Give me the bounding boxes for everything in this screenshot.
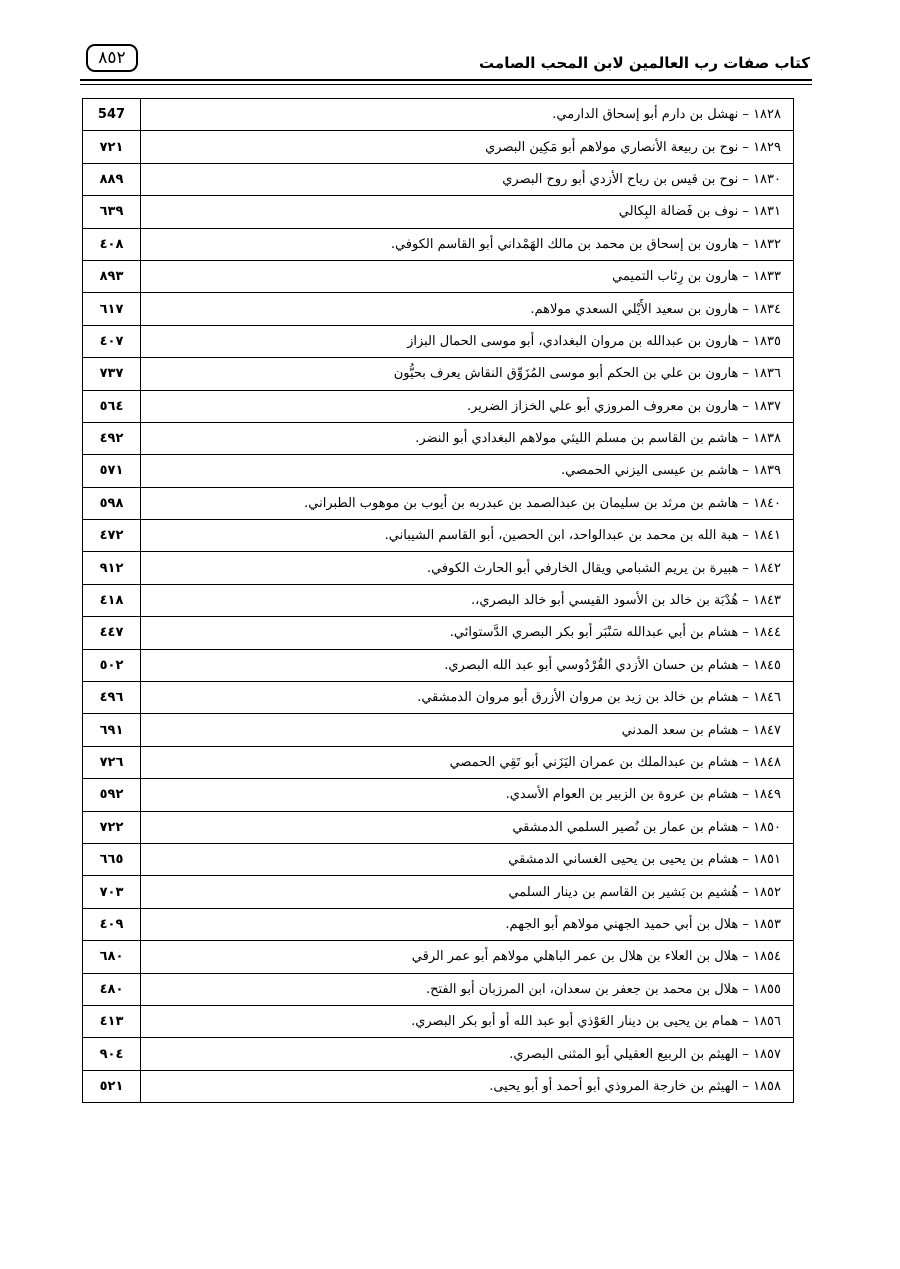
entry-page-number: ٥٧١ xyxy=(83,455,141,487)
table-row xyxy=(83,714,794,746)
entry-page-number: ٨٨٩ xyxy=(83,163,141,195)
table-row xyxy=(83,131,794,163)
entry-text: ١٨٣٦ – هارون بن علي بن الحكم أبو موسى المُزَوِّق النقاش يعرف بحيُّون xyxy=(141,358,794,390)
entry-text: ١٨٣٣ – هارون بن رِئاب التميمي xyxy=(141,260,794,292)
table-row xyxy=(83,746,794,778)
table-row xyxy=(83,422,794,454)
entry-page-number: ٤٩٢ xyxy=(83,422,141,454)
table-row xyxy=(83,876,794,908)
entry-text: ١٨٤٧ – هشام بن سعد المدني xyxy=(141,714,794,746)
table-row xyxy=(83,228,794,260)
index-table xyxy=(82,98,794,1103)
table-row xyxy=(83,584,794,616)
entry-page-number: ٧٢٦ xyxy=(83,746,141,778)
entry-page-number: ٧٠٣ xyxy=(83,876,141,908)
page-number: ٨٥٢ xyxy=(86,44,138,72)
table-row xyxy=(83,358,794,390)
table-row xyxy=(83,617,794,649)
table-row xyxy=(83,1038,794,1070)
table-row xyxy=(83,779,794,811)
index-table-body xyxy=(83,99,794,1103)
table-row xyxy=(83,293,794,325)
entry-page-number: ٧٣٧ xyxy=(83,358,141,390)
entry-page-number: ٥٩٨ xyxy=(83,487,141,519)
table-row xyxy=(83,973,794,1005)
entry-text: ١٨٤٤ – هشام بن أبي عبدالله سَنْبَر أبو بكر البصري الدَّستوائي. xyxy=(141,617,794,649)
entry-page-number: ٤٩٦ xyxy=(83,682,141,714)
entry-page-number: ٤٨٠ xyxy=(83,973,141,1005)
entry-text: ١٨٣٢ – هارون بن إسحاق بن محمد بن مالك الهَمْداني أبو القاسم الكوفي. xyxy=(141,228,794,260)
book-title: كتاب صفات رب العالمين لابن المحب الصامت xyxy=(479,54,810,72)
entry-page-number: ٥٩٢ xyxy=(83,779,141,811)
entry-text: ١٨٤٣ – هُدْبَة بن خالد بن الأسود القيسي أبو خالد البصري،. xyxy=(141,584,794,616)
entry-page-number: ٩١٢ xyxy=(83,552,141,584)
entry-text: ١٨٢٩ – نوح بن ربيعة الأنصاري مولاهم أبو مَكِين البصري xyxy=(141,131,794,163)
entry-text: ١٨٥٦ – همام بن يحيى بن دينار العَوْذي أبو عبد الله أو أبو بكر البصري. xyxy=(141,1005,794,1037)
entry-page-number: ٧٢١ xyxy=(83,131,141,163)
entry-text: ١٨٥٤ – هلال بن العلاء بن هلال بن عمر الباهلي مولاهم أبو عمر الرقي xyxy=(141,941,794,973)
entry-page-number: ٤٧٢ xyxy=(83,520,141,552)
table-row xyxy=(83,520,794,552)
entry-text: ١٨٣٧ – هارون بن معروف المروزي أبو علي الخزاز الضرير. xyxy=(141,390,794,422)
entry-page-number: ٤٠٧ xyxy=(83,325,141,357)
entry-page-number: ٤٠٩ xyxy=(83,908,141,940)
entry-text: ١٨٥٠ – هشام بن عمار بن نُصير السلمي الدمشقي xyxy=(141,811,794,843)
entry-text: ١٨٣١ – نوف بن فَضالة البِكالي xyxy=(141,196,794,228)
table-row xyxy=(83,552,794,584)
entry-text: ١٨٣٨ – هاشم بن القاسم بن مسلم الليثي مولاهم البغدادي أبو النضر. xyxy=(141,422,794,454)
table-row xyxy=(83,941,794,973)
header-rule xyxy=(80,79,812,81)
entry-page-number: ٦٨٠ xyxy=(83,941,141,973)
entry-page-number: ٤١٨ xyxy=(83,584,141,616)
entry-text: ١٨٥٥ – هلال بن محمد بن جعفر بن سعدان، ابن المرزبان أبو الفتح. xyxy=(141,973,794,1005)
table-row xyxy=(83,325,794,357)
page-header xyxy=(80,40,812,82)
entry-text: ١٨٥٧ – الهيثم بن الربيع العقيلي أبو المثنى البصري. xyxy=(141,1038,794,1070)
entry-text: ١٨٥٢ – هُشيم بن بَشير بن القاسم بن دينار السلمي xyxy=(141,876,794,908)
entry-text: ١٨٣٤ – هارون بن سعيد الأَيْلي السعدي مولاهم. xyxy=(141,293,794,325)
table-row xyxy=(83,487,794,519)
table-row xyxy=(83,163,794,195)
entry-text: ١٨٤٢ – هبيرة بن يريم الشبامي ويقال الخارفي أبو الحارث الكوفي. xyxy=(141,552,794,584)
table-row xyxy=(83,1005,794,1037)
entry-page-number: ٨٩٣ xyxy=(83,260,141,292)
entry-page-number: ٥٢١ xyxy=(83,1070,141,1102)
entry-page-number: ٤١٣ xyxy=(83,1005,141,1037)
entry-page-number: ٤٠٨ xyxy=(83,228,141,260)
entry-page-number: ٩٠٤ xyxy=(83,1038,141,1070)
entry-page-number: 547 xyxy=(83,99,141,131)
table-row xyxy=(83,455,794,487)
table-row xyxy=(83,682,794,714)
entry-page-number: ٥٠٢ xyxy=(83,649,141,681)
entry-text: ١٨٤٥ – هشام بن حسان الأزدي القُرْدُوسي أبو عبد الله البصري. xyxy=(141,649,794,681)
table-row xyxy=(83,260,794,292)
entry-text: ١٨٤٩ – هشام بن عروة بن الزبير بن العوام الأسدي. xyxy=(141,779,794,811)
entry-page-number: ٧٢٢ xyxy=(83,811,141,843)
entry-text: ١٨٣٩ – هاشم بن عيسى اليزني الحمصي. xyxy=(141,455,794,487)
entry-text: ١٨٣٥ – هارون بن عبدالله بن مروان البغدادي، أبو موسى الحمال البزاز xyxy=(141,325,794,357)
table-row xyxy=(83,390,794,422)
entry-text: ١٨٤٦ – هشام بن خالد بن زيد بن مروان الأزرق أبو مروان الدمشقي. xyxy=(141,682,794,714)
entry-text: ١٨٣٠ – نوح بن قيس بن رياح الأزدي أبو روح البصري xyxy=(141,163,794,195)
entry-page-number: ٦٦٥ xyxy=(83,843,141,875)
table-row xyxy=(83,99,794,131)
entry-text: ١٨٥٨ – الهيثم بن خارجة المروذي أبو أحمد أو أبو يحيى. xyxy=(141,1070,794,1102)
entry-page-number: ٦٣٩ xyxy=(83,196,141,228)
header-rule-thin xyxy=(80,84,812,85)
entry-text: ١٨٥١ – هشام بن يحيى بن يحيى الغساني الدمشقي xyxy=(141,843,794,875)
entry-page-number: ٤٤٧ xyxy=(83,617,141,649)
entry-page-number: ٦٩١ xyxy=(83,714,141,746)
entry-text: ١٨٢٨ – نهشل بن دارم أبو إسحاق الدارمي. xyxy=(141,99,794,131)
entry-text: ١٨٥٣ – هلال بن أبي حميد الجهني مولاهم أبو الجهم. xyxy=(141,908,794,940)
table-row xyxy=(83,811,794,843)
entry-page-number: ٥٦٤ xyxy=(83,390,141,422)
table-row xyxy=(83,908,794,940)
table-row xyxy=(83,649,794,681)
entry-page-number: ٦١٧ xyxy=(83,293,141,325)
table-row xyxy=(83,196,794,228)
entry-text: ١٨٤٠ – هاشم بن مرثد بن سليمان بن عبدالصمد بن عبدربه بن أيوب بن موهوب الطبراني. xyxy=(141,487,794,519)
entry-text: ١٨٤٨ – هشام بن عبدالملك بن عمران اليَزَني أبو تَقِي الحمصي xyxy=(141,746,794,778)
entry-text: ١٨٤١ – هبة الله بن محمد بن عبدالواحد، ابن الحصين، أبو القاسم الشيباني. xyxy=(141,520,794,552)
table-row xyxy=(83,1070,794,1102)
table-row xyxy=(83,843,794,875)
